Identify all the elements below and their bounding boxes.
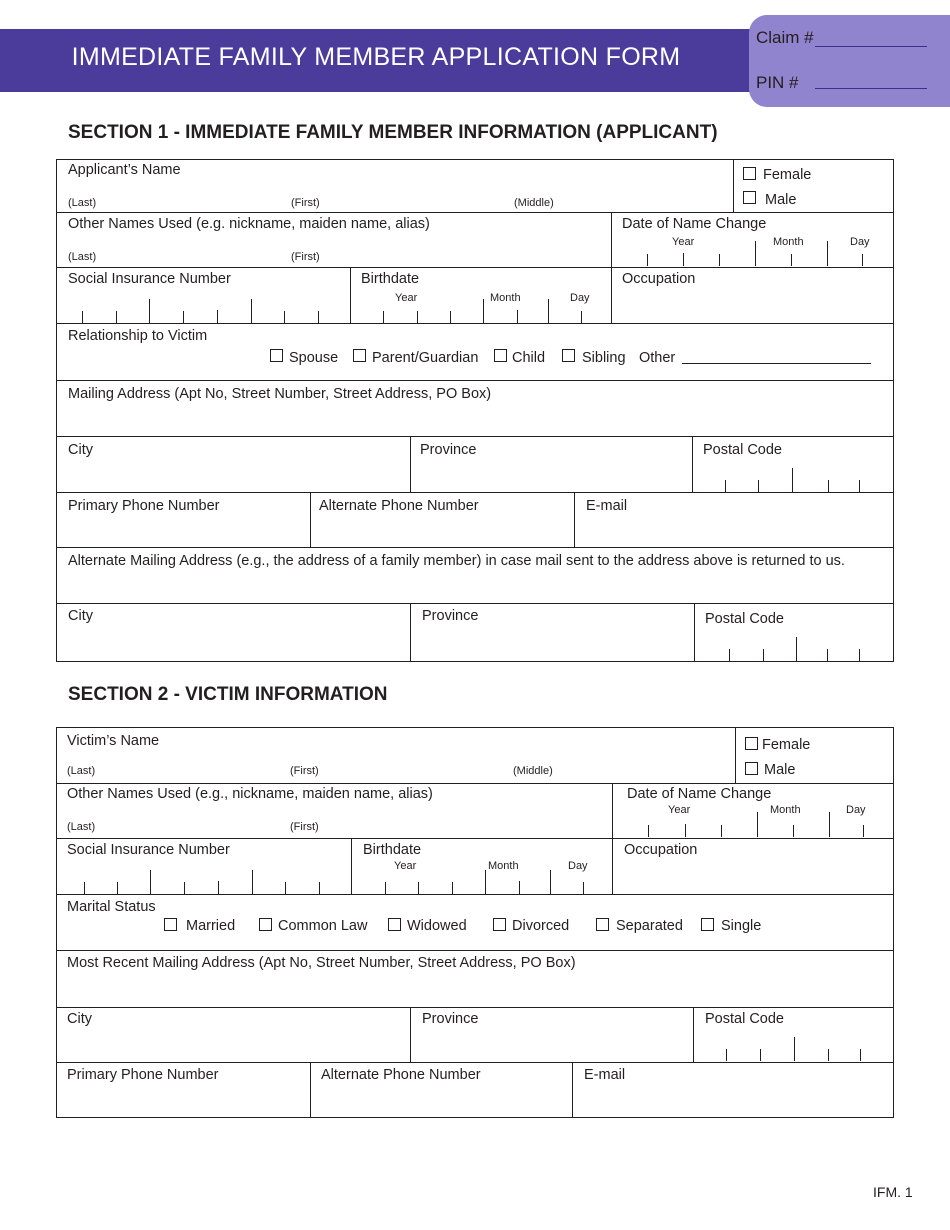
digit-tick (760, 1049, 761, 1061)
pin-field[interactable] (815, 88, 927, 89)
col-divider (310, 492, 311, 547)
date-name-change-label: Date of Name Change (627, 786, 772, 802)
digit-tick (581, 311, 582, 323)
digit-tick (417, 311, 418, 323)
victim-mailing-address-field[interactable] (60, 974, 890, 1004)
row-divider (56, 1007, 894, 1008)
other-names-label: Other Names Used (e.g. nickname, maiden name, alias) (68, 216, 430, 232)
single-checkbox[interactable] (701, 918, 714, 931)
city-field[interactable] (60, 460, 406, 490)
digit-tick (827, 649, 828, 661)
victim-sin-field[interactable] (75, 868, 345, 893)
digit-tick (755, 241, 756, 266)
col-divider (410, 603, 411, 662)
applicant-name-label: Applicant’s Name (68, 162, 181, 178)
divorced-checkbox[interactable] (493, 918, 506, 931)
primary-phone-label: Primary Phone Number (68, 498, 220, 514)
first-label: (First) (290, 765, 319, 777)
victim-other-names-field[interactable] (60, 803, 608, 836)
province-label: Province (422, 608, 479, 624)
digit-tick (84, 882, 85, 894)
alternate-mailing-field[interactable] (60, 572, 890, 601)
row-divider (56, 267, 894, 268)
sibling-checkbox[interactable] (562, 349, 575, 362)
year-label: Year (668, 804, 691, 816)
row-divider (56, 783, 894, 784)
occupation-label: Occupation (622, 271, 696, 287)
header-banner (0, 29, 752, 92)
single-label: Single (721, 918, 762, 934)
victim-email-field[interactable] (576, 1085, 890, 1115)
digit-tick (318, 311, 319, 323)
occupation-label: Occupation (624, 842, 698, 858)
city-label: City (68, 608, 93, 624)
digit-tick (217, 310, 218, 323)
sibling-label: Sibling (582, 350, 626, 366)
col-divider (694, 603, 695, 662)
recent-mailing-label: Most Recent Mailing Address (Apt No, Street Number, Street Address, PO Box) (67, 955, 576, 971)
alternate-phone-field[interactable] (314, 516, 570, 545)
col-divider (733, 159, 734, 212)
relationship-label: Relationship to Victim (68, 328, 208, 344)
alternate-phone-label: Alternate Phone Number (321, 1067, 481, 1083)
digit-tick (791, 254, 792, 266)
child-label: Child (512, 350, 546, 366)
first-label: (First) (291, 197, 320, 209)
digit-tick (385, 882, 386, 894)
digit-tick (758, 480, 759, 492)
month-label: Month (770, 804, 801, 816)
male-label: Male (765, 192, 797, 208)
separated-checkbox[interactable] (596, 918, 609, 931)
col-divider (410, 436, 411, 492)
day-label: Day (570, 292, 590, 304)
digit-tick (763, 649, 764, 661)
postal-code-label: Postal Code (703, 442, 782, 458)
sin-label: Social Insurance Number (68, 271, 231, 287)
alternate-postal-code-field[interactable] (700, 636, 870, 661)
month-label: Month (773, 236, 804, 248)
digit-tick (150, 870, 151, 894)
digit-tick (483, 299, 484, 323)
sin-label: Social Insurance Number (67, 842, 230, 858)
parent-guardian-checkbox[interactable] (353, 349, 366, 362)
middle-label: (Middle) (513, 765, 553, 777)
digit-tick (683, 253, 684, 266)
row-divider (56, 436, 894, 437)
digit-tick (252, 870, 253, 894)
province-field[interactable] (414, 460, 689, 490)
col-divider (693, 1007, 694, 1062)
victim-name-label: Victim’s Name (67, 733, 160, 749)
row-divider (56, 492, 894, 493)
digit-tick (418, 882, 419, 894)
month-label: Month (488, 860, 519, 872)
victim-name-field[interactable] (60, 750, 730, 781)
occupation-field[interactable] (615, 290, 890, 321)
year-label: Year (672, 236, 695, 248)
male-label: Male (764, 762, 796, 778)
female-checkbox[interactable] (743, 167, 756, 180)
digit-tick (796, 637, 797, 661)
digit-tick (647, 254, 648, 266)
victim-city-field[interactable] (60, 1029, 406, 1060)
province-label: Province (422, 1011, 479, 1027)
pin-label: PIN # (756, 73, 799, 92)
primary-phone-label: Primary Phone Number (67, 1067, 219, 1083)
male-checkbox[interactable] (743, 191, 756, 204)
col-divider (735, 727, 736, 783)
digit-tick (519, 881, 520, 894)
row-divider (56, 838, 894, 839)
col-divider (410, 1007, 411, 1062)
first-label: (First) (291, 251, 320, 263)
form-title: IMMEDIATE FAMILY MEMBER APPLICATION FORM (71, 43, 681, 71)
row-divider (56, 603, 894, 604)
day-label: Day (850, 236, 870, 248)
spouse-label: Spouse (289, 350, 339, 366)
year-label: Year (394, 860, 417, 872)
row-divider (56, 323, 894, 324)
spouse-checkbox[interactable] (270, 349, 283, 362)
col-divider (350, 267, 351, 323)
last-label: (Last) (68, 251, 97, 263)
digit-tick (485, 870, 486, 894)
victim-province-field[interactable] (414, 1029, 689, 1060)
digit-tick (550, 870, 551, 894)
digit-tick (116, 311, 117, 323)
digit-tick (828, 1049, 829, 1061)
alternate-mailing-label: Alternate Mailing Address (e.g., the address of a family member) in case mail sent to the address above is returned to us. (68, 553, 845, 569)
row-divider (56, 380, 894, 381)
postal-code-label: Postal Code (705, 611, 784, 627)
row-divider (56, 212, 894, 213)
victim-occupation-field[interactable] (616, 860, 890, 892)
digit-tick (829, 812, 830, 837)
col-divider (310, 1062, 311, 1118)
day-label: Day (846, 804, 866, 816)
email-label: E-mail (586, 498, 628, 514)
city-label: City (67, 1011, 92, 1027)
province-label: Province (420, 442, 477, 458)
alternate-province-field[interactable] (414, 626, 691, 659)
widowed-checkbox[interactable] (388, 918, 401, 931)
married-checkbox[interactable] (164, 918, 177, 931)
common-law-checkbox[interactable] (259, 918, 272, 931)
section1-title: SECTION 1 - IMMEDIATE FAMILY MEMBER INFORMATION (APPLICANT) (68, 122, 718, 143)
digit-tick (792, 468, 793, 492)
digit-tick (860, 1049, 861, 1061)
female-label: Female (762, 737, 811, 753)
victim-date-name-change-field[interactable] (640, 818, 870, 836)
alternate-city-field[interactable] (60, 626, 406, 659)
victim-alternate-phone-field[interactable] (314, 1085, 568, 1115)
digit-tick (218, 881, 219, 894)
digit-tick (757, 812, 758, 837)
col-divider (612, 783, 613, 894)
form-code: IFM. 1 (873, 1184, 913, 1200)
row-divider (56, 950, 894, 951)
section2-title: SECTION 2 - VICTIM INFORMATION (68, 684, 388, 705)
month-label: Month (490, 292, 521, 304)
female-label: Female (763, 167, 812, 183)
digit-tick (793, 825, 794, 837)
digit-tick (726, 1049, 727, 1061)
row-divider (56, 547, 894, 548)
divorced-label: Divorced (512, 918, 570, 934)
col-divider (351, 838, 352, 894)
marital-status-label: Marital Status (67, 899, 156, 915)
digit-tick (548, 299, 549, 323)
other-names-label: Other Names Used (e.g., nickname, maiden name, alias) (67, 786, 433, 802)
col-divider (611, 212, 612, 323)
birthdate-label: Birthdate (363, 842, 422, 858)
digit-tick (827, 241, 828, 266)
digit-tick (794, 1037, 795, 1061)
mailing-address-field[interactable] (60, 405, 890, 434)
claim-number-field[interactable] (815, 46, 927, 47)
digit-tick (184, 882, 185, 894)
separated-label: Separated (616, 918, 683, 934)
female-checkbox[interactable] (745, 737, 758, 750)
digit-tick (719, 254, 720, 266)
mailing-address-label: Mailing Address (Apt No, Street Number, Street Address, PO Box) (68, 386, 492, 402)
first-label: (First) (290, 821, 319, 833)
digit-tick (859, 649, 860, 661)
digit-tick (583, 882, 584, 894)
digit-tick (721, 825, 722, 837)
digit-tick (828, 480, 829, 492)
postal-code-label: Postal Code (705, 1011, 784, 1027)
other-label: Other (639, 350, 676, 366)
widowed-label: Widowed (407, 918, 467, 934)
row-divider (56, 894, 894, 895)
claim-label: Claim # (756, 28, 814, 47)
email-field[interactable] (578, 516, 890, 545)
primary-phone-field[interactable] (60, 516, 306, 545)
digit-tick (517, 310, 518, 323)
other-relationship-field[interactable] (682, 363, 871, 364)
married-label: Married (186, 918, 236, 934)
victim-primary-phone-field[interactable] (60, 1085, 306, 1115)
digit-tick (725, 480, 726, 492)
claim-pin-box (749, 15, 950, 107)
middle-label: (Middle) (514, 197, 554, 209)
city-label: City (68, 442, 93, 458)
last-label: (Last) (67, 821, 96, 833)
day-label: Day (568, 860, 588, 872)
digit-tick (285, 882, 286, 894)
male-checkbox[interactable] (745, 762, 758, 775)
digit-tick (251, 299, 252, 323)
digit-tick (149, 299, 150, 323)
digit-tick (284, 311, 285, 323)
digit-tick (117, 882, 118, 894)
year-label: Year (395, 292, 418, 304)
digit-tick (648, 825, 649, 837)
parent-guardian-label: Parent/Guardian (372, 350, 479, 366)
victim-birthdate-field[interactable] (375, 876, 590, 893)
digit-tick (862, 254, 863, 266)
last-label: (Last) (67, 765, 96, 777)
col-divider (572, 1062, 573, 1118)
date-name-change-label: Date of Name Change (622, 216, 767, 232)
digit-tick (183, 311, 184, 323)
digit-tick (383, 311, 384, 323)
email-label: E-mail (584, 1067, 626, 1083)
digit-tick (319, 882, 320, 894)
digit-tick (685, 824, 686, 837)
other-names-field[interactable] (60, 232, 608, 265)
last-label: (Last) (68, 197, 97, 209)
alternate-phone-label: Alternate Phone Number (319, 498, 479, 514)
digit-tick (729, 649, 730, 661)
digit-tick (450, 311, 451, 323)
digit-tick (863, 825, 864, 837)
applicant-name-field[interactable] (60, 176, 730, 210)
birthdate-label: Birthdate (361, 271, 420, 287)
digit-tick (82, 311, 83, 323)
digit-tick (859, 480, 860, 492)
col-divider (692, 436, 693, 492)
common-law-label: Common Law (278, 918, 368, 934)
child-checkbox[interactable] (494, 349, 507, 362)
row-divider (56, 1062, 894, 1063)
digit-tick (452, 882, 453, 894)
col-divider (574, 492, 575, 547)
